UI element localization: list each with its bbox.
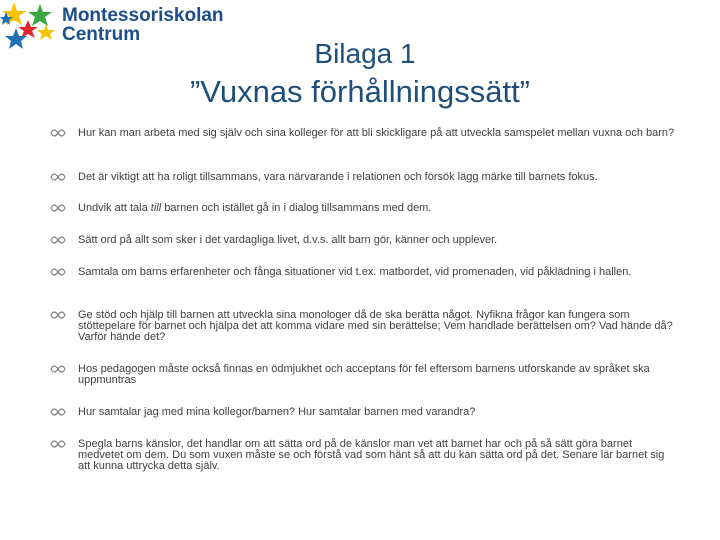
bullet-text: Det är viktigt att ha roligt tillsammans, vara närvarande i relationen och försök lägg märke till barnets fokus. xyxy=(78,171,598,183)
bullet-emphasis: till xyxy=(150,202,162,214)
bullet-text: Hur kan man arbeta med sig själv och sina kolleger för att bli skickligare på att utveckla samspelet mellan vuxna och barn? xyxy=(78,127,675,139)
bullet-text: Ge stöd och hjälp till barnen att utveckla sina monologer då de ska berätta något. Nyfikna frågor kan fungera som stöttepelare för barnet och hjälpa det att komma vidare med sin berättelse; Vem handlade berättelsen om? Vad hände då? Varför hände det? xyxy=(78,309,673,343)
bullet-text xyxy=(78,203,678,214)
bullet-marker-icon xyxy=(50,202,66,214)
bullet-text: Spegla barns känslor, det handlar om att sätta ord på de känslor man vet att barnet har och på så sätt göra barnet medvetet om dem. Du som vuxen måste se och förstå vad som hänt så att du kan sätta ord på det. Senare lär barnet sig att kunna uttrycka detta själv. xyxy=(78,438,665,472)
bullet-text-part: Undvik att tala xyxy=(78,202,151,214)
bullet-marker-icon xyxy=(50,363,66,375)
bullet-marker-icon xyxy=(50,234,66,246)
logo-name-line2: Centrum xyxy=(62,24,141,45)
bullet-marker-icon xyxy=(50,266,66,278)
bullet-text: Sätt ord på allt som sker i det vardagliga livet, d.v.s. allt barn gör, känner och upplever. xyxy=(78,234,498,246)
bullet-marker-icon xyxy=(50,127,66,139)
bullet-text: Hos pedagogen måste också finnas en ödmjukhet och acceptans för fel eftersom barnens utforskande av språket ska uppmuntras xyxy=(78,363,650,386)
logo-name-line1: Montessoriskolan xyxy=(62,5,224,26)
bullet-marker-icon xyxy=(50,309,66,321)
bullet-text-part: barnen och istället gå in i dialog tillsammans med dem. xyxy=(161,202,432,214)
bullet-marker-icon xyxy=(50,406,66,418)
bullet-text: Hur samtalar jag med mina kollegor/barnen? Hur samtalar barnen med varandra? xyxy=(78,406,476,418)
bullet-marker-icon xyxy=(50,438,66,450)
page-subtitle: ”Vuxnas förhållningssätt” xyxy=(189,74,531,109)
page-title: Bilaga 1 xyxy=(314,38,416,69)
bullet-marker-icon xyxy=(50,171,66,183)
bullet-text: Samtala om barns erfarenheter och fånga situationer vid t.ex. matbordet, vid promenaden, vid påklädning i hallen. xyxy=(78,266,632,278)
